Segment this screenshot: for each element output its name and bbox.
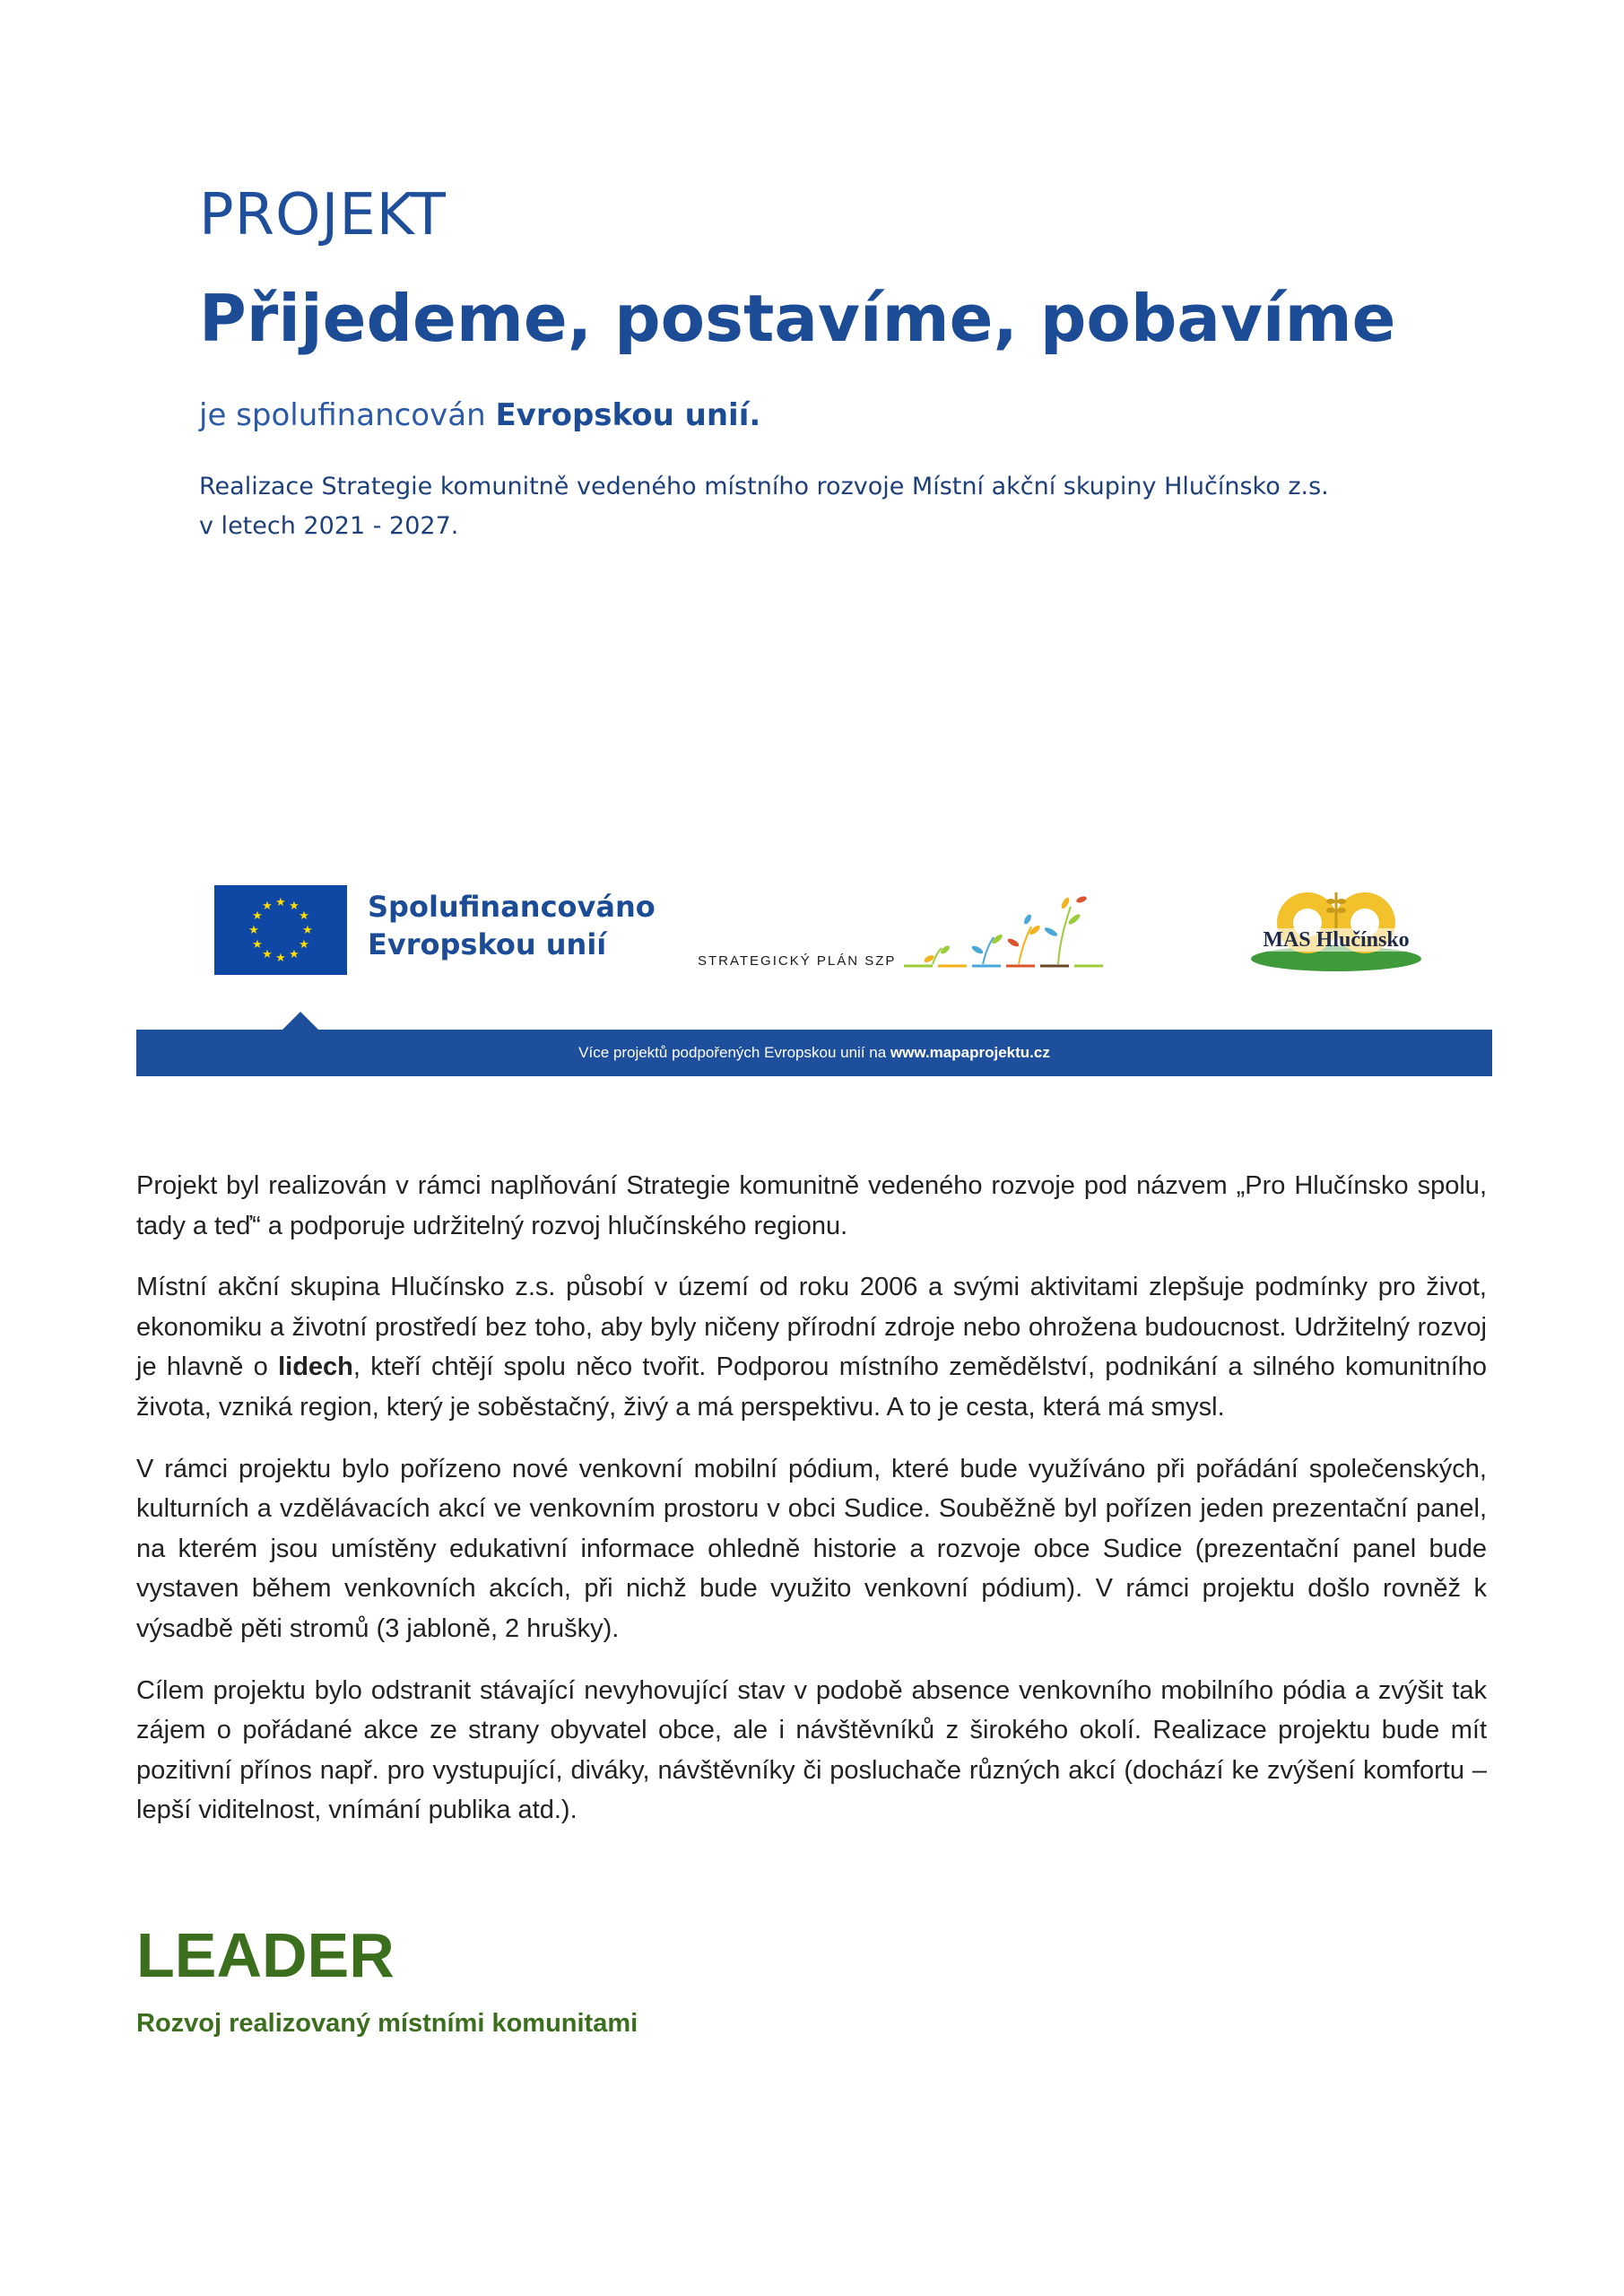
- svg-text:★: ★: [299, 909, 309, 923]
- paragraph-3: V rámci projektu bylo pořízeno nové venkovní mobilní pódium, které bude využíváno při pořádání společenských, kulturních a vzdělávacích akcí ve venkovním prostoru v obci Sudice. Souběžně byl pořízen jeden prezentační panel, na kterém jsou umístěny edukativní informace ohledně historie a rozvoje obce Sudice (prezentační panel bude vystaven během venkovních akcích, při nichž bude využito venkovní pódium). V rámci projektu došlo rovněž k výsadbě pěti stromů (3 jabloně, 2 hrušky).: [136, 1454, 1487, 1643]
- svg-text:★: ★: [302, 924, 313, 937]
- body-text: [136, 1166, 1487, 1852]
- bar-notch: [281, 1012, 320, 1031]
- strategy-line-1: Realizace Strategie komunitně vedeného místního rozvoje Místní akční skupiny Hlučínsko z.s.: [199, 473, 1329, 500]
- paragraph-2-start: Místní akční skupina Hlučínsko z.s. působí v území od roku 2006 a svými aktivitami zlepšuje podmínky pro život, ekonomiku a životní prostředí bez toho, aby byly ničeny přírodní zdroje nebo ohrožena budoucnost. Udržitelný rozvoj je hlavně o: [136, 1273, 1487, 1382]
- project-title: Přijedeme, postavíme, pobavíme: [199, 281, 1396, 356]
- svg-text:★: ★: [262, 948, 273, 961]
- cofinanced-prefix: je spolufinancován: [199, 397, 486, 433]
- svg-text:★: ★: [252, 909, 263, 923]
- svg-text:★: ★: [275, 896, 286, 909]
- svg-text:★: ★: [252, 938, 263, 952]
- svg-text:★: ★: [248, 924, 259, 937]
- bar-url-link[interactable]: www.mapaprojektu.cz: [890, 1044, 1050, 1061]
- paragraph-4: Cílem projektu bylo odstranit stávající nevyhovující stav v podobě absence venkovního mobilního pódia a zvýšit tak zájem o pořádané akce ze strany obyvatel obce, ale i návštěvníků z širokého okolí. Realizace projektu bude mít pozitivní přínos např. pro vystupující, diváky, návštěvníky či posluchače různých akcí (dochází ke zvýšení komfortu – lepší viditelnost, vnímání publika atd.).: [136, 1675, 1487, 1825]
- strategy-text: [199, 467, 1329, 546]
- project-label: PROJEKT: [199, 182, 447, 248]
- strategy-line-2: v letech 2021 - 2027.: [199, 512, 459, 540]
- mas-hlucinsko-logo: [1246, 883, 1426, 978]
- svg-text:★: ★: [289, 948, 300, 961]
- eu-cofinanced-text: [368, 888, 656, 963]
- cofinanced-bold: Evropskou unií.: [495, 397, 761, 433]
- eu-text-line-1: Spolufinancováno: [368, 890, 656, 924]
- paragraph-1: Projekt byl realizován v rámci naplňování Strategie komunitně vedeného rozvoje pod názvem „Pro Hlučínsko spolu, tady a teď“ a podporuje udržitelný rozvoj hlučínského regionu.: [136, 1171, 1487, 1240]
- svg-text:★: ★: [275, 952, 286, 965]
- eu-flag-icon: [214, 885, 347, 975]
- svg-text:★: ★: [262, 900, 273, 913]
- szp-text: STRATEGICKÝ PLÁN SZP: [698, 953, 897, 969]
- svg-text:★: ★: [289, 900, 300, 913]
- cofinanced-line: [199, 397, 760, 433]
- mas-logo-text: MAS Hlučínsko: [1263, 928, 1410, 952]
- leader-subtitle: Rozvoj realizovaný místními komunitami: [136, 2009, 638, 2038]
- paragraph-2: [136, 1267, 1487, 1427]
- leader-title: LEADER: [136, 1920, 395, 1990]
- info-bar-text: [136, 1030, 1492, 1076]
- paragraph-2-end: , kteří chtějí spolu něco tvořit. Podporou místního zemědělství, podnikání a silného komunitního života, vzniká region, který je soběstačný, živý a má perspektivu. A to je cesta, která má smysl.: [136, 1352, 1488, 1422]
- eu-text-line-2: Evropskou unií: [368, 927, 607, 961]
- bar-text-prefix: Více projektů podpořených Evropskou unií na: [578, 1044, 887, 1061]
- paragraph-2-bold: lidech: [278, 1352, 353, 1382]
- svg-text:★: ★: [299, 938, 309, 952]
